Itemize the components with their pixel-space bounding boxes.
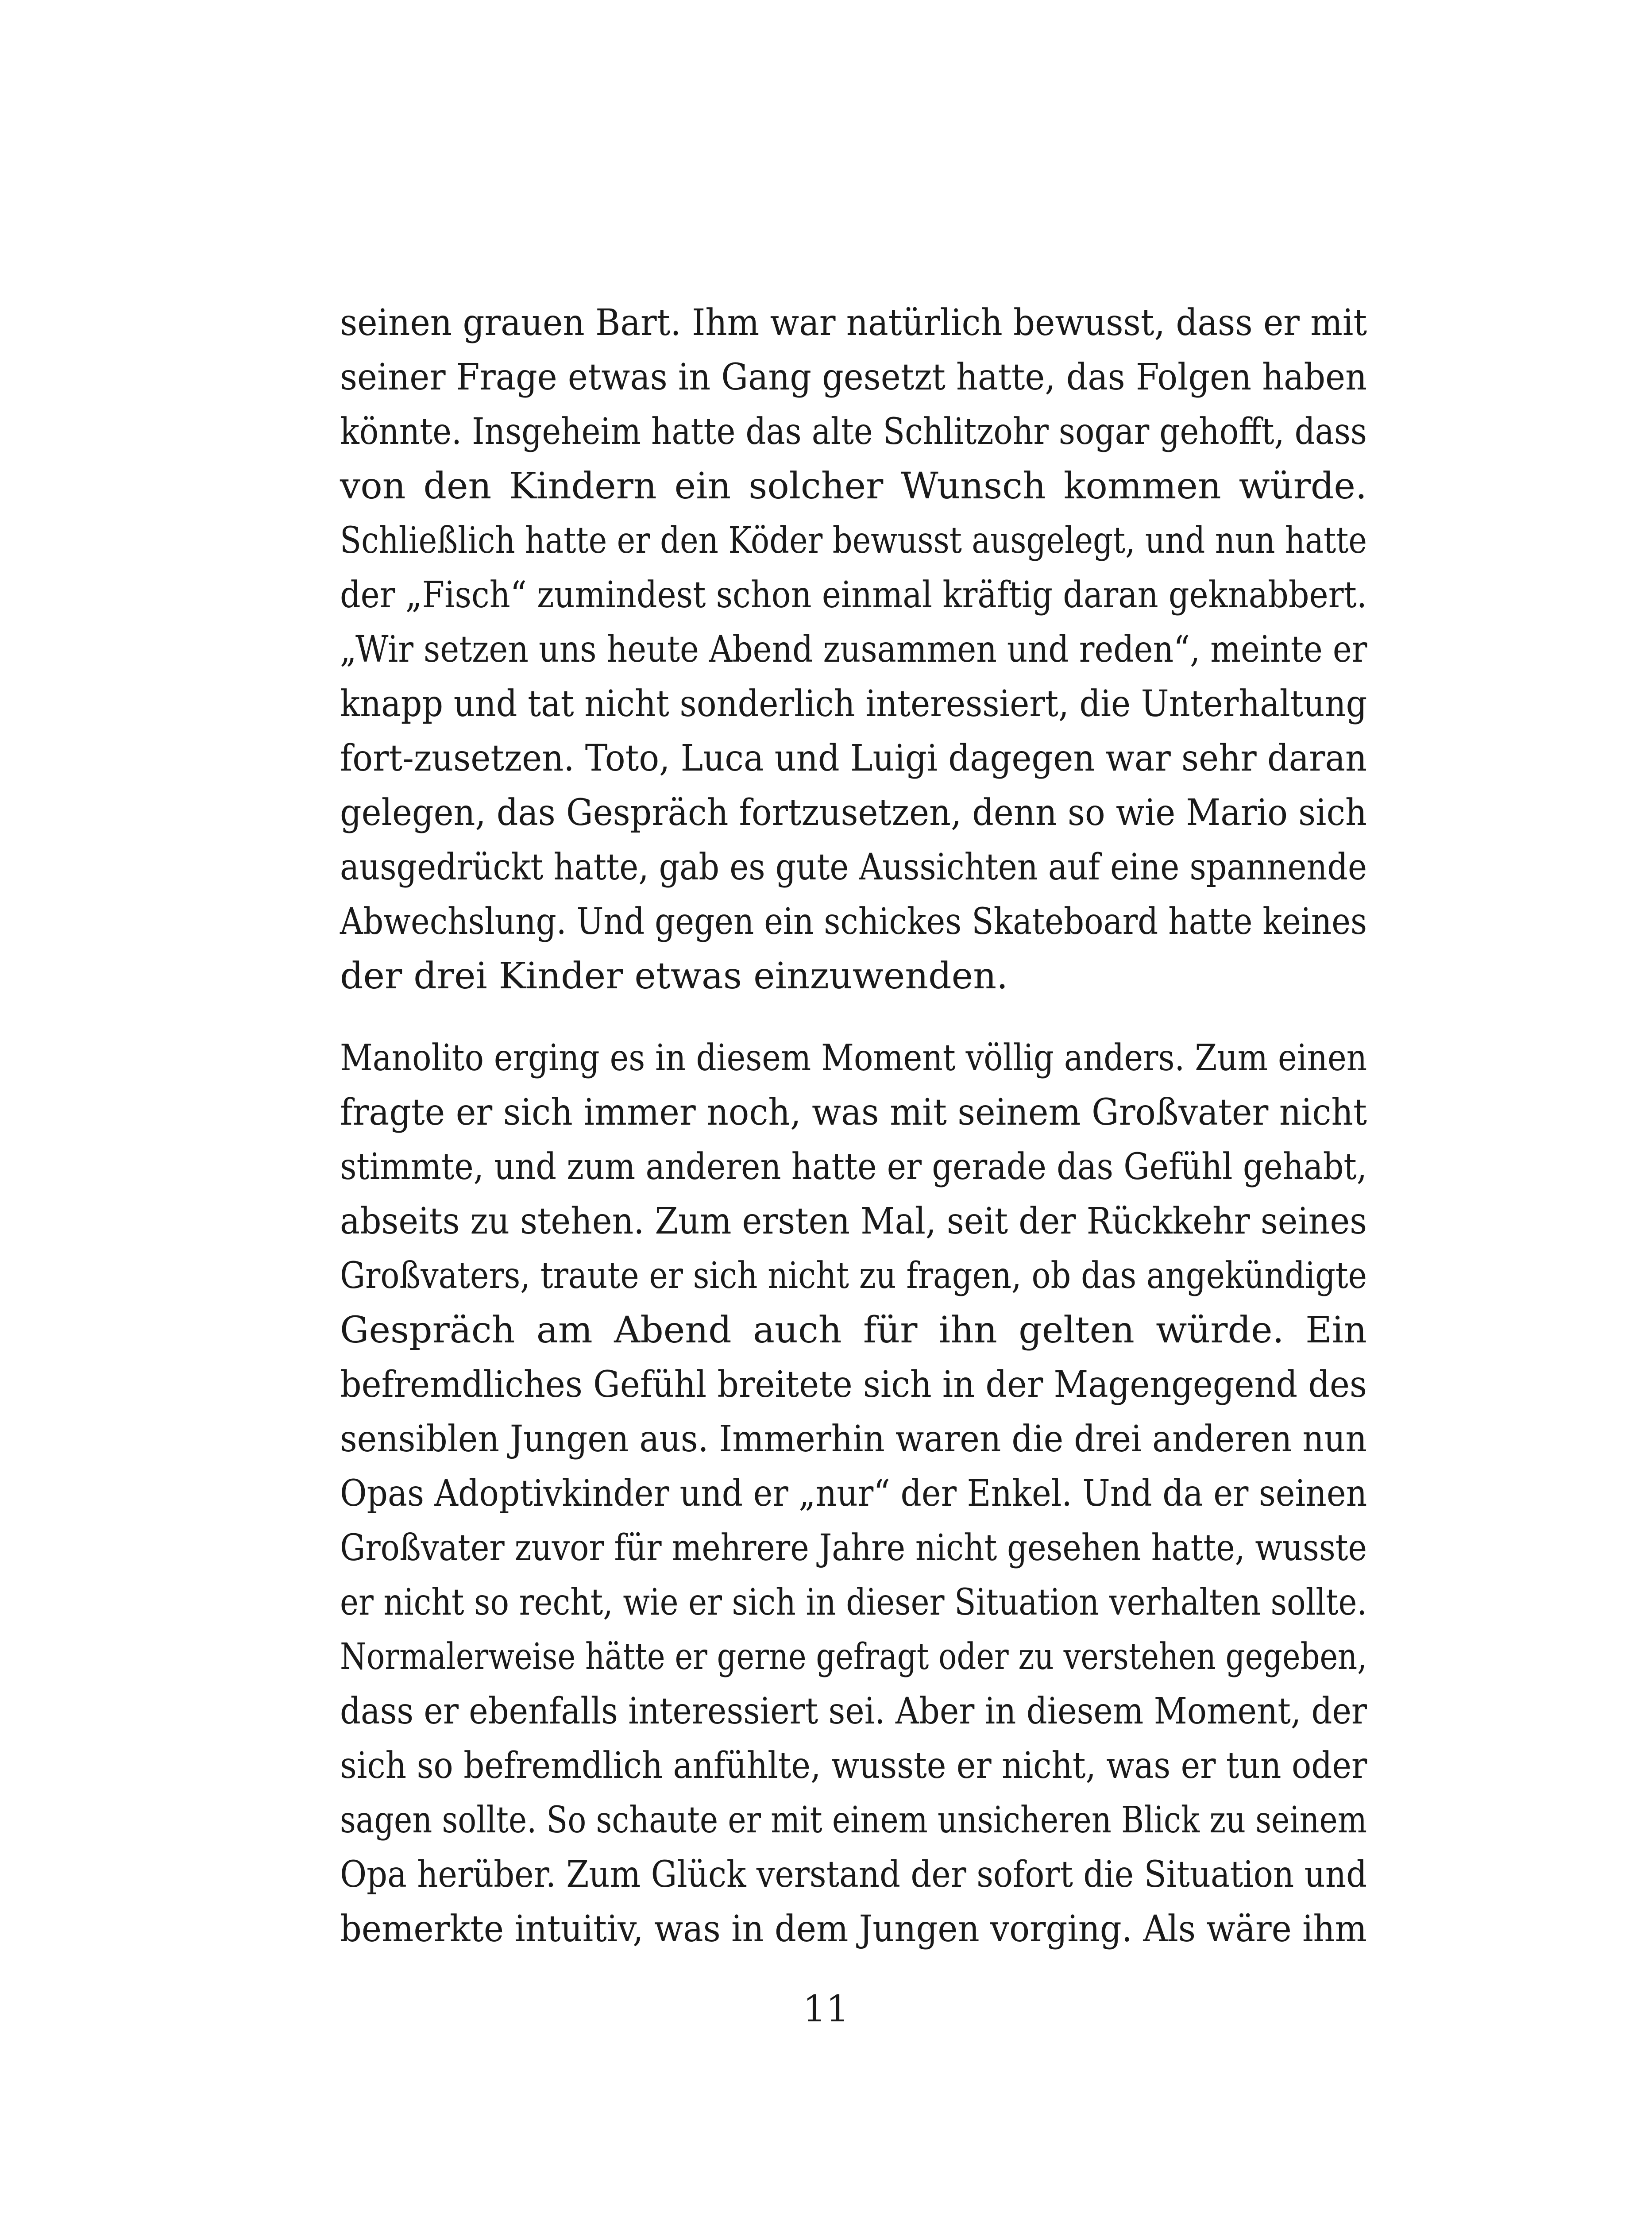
text-line: von den Kindern ein solcher Wunsch kommen würde.	[340, 465, 1367, 507]
paragraph-gap	[340, 1003, 1367, 1031]
text-line: der „Fisch“ zumindest schon einmal kräftig daran geknabbert.	[340, 574, 1367, 616]
text-line: fort-zusetzen. Toto, Luca und Luigi dagegen war sehr daran	[340, 737, 1367, 779]
text-line: Gespräch am Abend auch für ihn gelten würde. Ein	[340, 1309, 1367, 1351]
text-line: seiner Frage etwas in Gang gesetzt hatte, das Folgen haben	[340, 356, 1367, 398]
text-line: sagen sollte. So schaute er mit einem unsicheren Blick zu seinem	[340, 1799, 1367, 1841]
text-line: fragte er sich immer noch, was mit seinem Großvater nicht	[340, 1091, 1367, 1133]
paragraph-2	[340, 1031, 1367, 1956]
text-line: „Wir setzen uns heute Abend zusammen und reden“, meinte er	[340, 628, 1367, 671]
text-line: Manolito erging es in diesem Moment völlig anders. Zum einen	[340, 1037, 1367, 1079]
text-line: ausgedrückt hatte, gab es gute Aussichten auf eine spannende	[340, 846, 1367, 888]
text-line: knapp und tat nicht sonderlich interessiert, die Unterhaltung	[340, 683, 1367, 725]
text-line: seinen grauen Bart. Ihm war natürlich bewusst, dass er mit	[340, 302, 1367, 344]
text-line: Abwechslung. Und gegen ein schickes Skateboard hatte keines	[340, 901, 1367, 943]
text-line: befremdliches Gefühl breitete sich in der Magengegend des	[340, 1364, 1367, 1406]
text-line: stimmte, und zum anderen hatte er gerade das Gefühl gehabt,	[340, 1146, 1367, 1188]
body-text	[340, 296, 1367, 1956]
text-line: Opas Adoptivkinder und er „nur“ der Enkel. Und da er seinen	[340, 1473, 1367, 1515]
text-line: dass er ebenfalls interessiert sei. Aber in diesem Moment, der	[340, 1690, 1367, 1732]
text-line: er nicht so recht, wie er sich in dieser Situation verhalten sollte.	[340, 1581, 1367, 1623]
text-line: der drei Kinder etwas einzuwenden.	[340, 955, 1008, 997]
page-number: 11	[803, 1988, 849, 2030]
text-line: Schließlich hatte er den Köder bewusst ausgelegt, und nun hatte	[340, 520, 1367, 562]
text-line: Großvaters, traute er sich nicht zu fragen, ob das angekündigte	[340, 1255, 1367, 1297]
text-line: sensiblen Jungen aus. Immerhin waren die drei anderen nun	[340, 1418, 1367, 1460]
text-line: Normalerweise hätte er gerne gefragt oder zu verstehen gegeben,	[340, 1636, 1367, 1678]
text-line: gelegen, das Gespräch fortzusetzen, denn so wie Mario sich	[340, 792, 1367, 834]
text-line: könnte. Insgeheim hatte das alte Schlitzohr sogar gehofft, dass	[340, 411, 1367, 453]
text-line: Großvater zuvor für mehrere Jahre nicht gesehen hatte, wusste	[340, 1527, 1367, 1569]
text-line: abseits zu stehen. Zum ersten Mal, seit der Rückkehr seines	[340, 1200, 1367, 1242]
paragraph-1	[340, 296, 1367, 1003]
text-line: sich so befremdlich anfühlte, wusste er nicht, was er tun oder	[340, 1745, 1367, 1787]
text-line: Opa herüber. Zum Glück verstand der sofort die Situation und	[340, 1854, 1367, 1896]
text-line: bemerkte intuitiv, was in dem Jungen vorging. Als wäre ihm	[340, 1908, 1367, 1950]
